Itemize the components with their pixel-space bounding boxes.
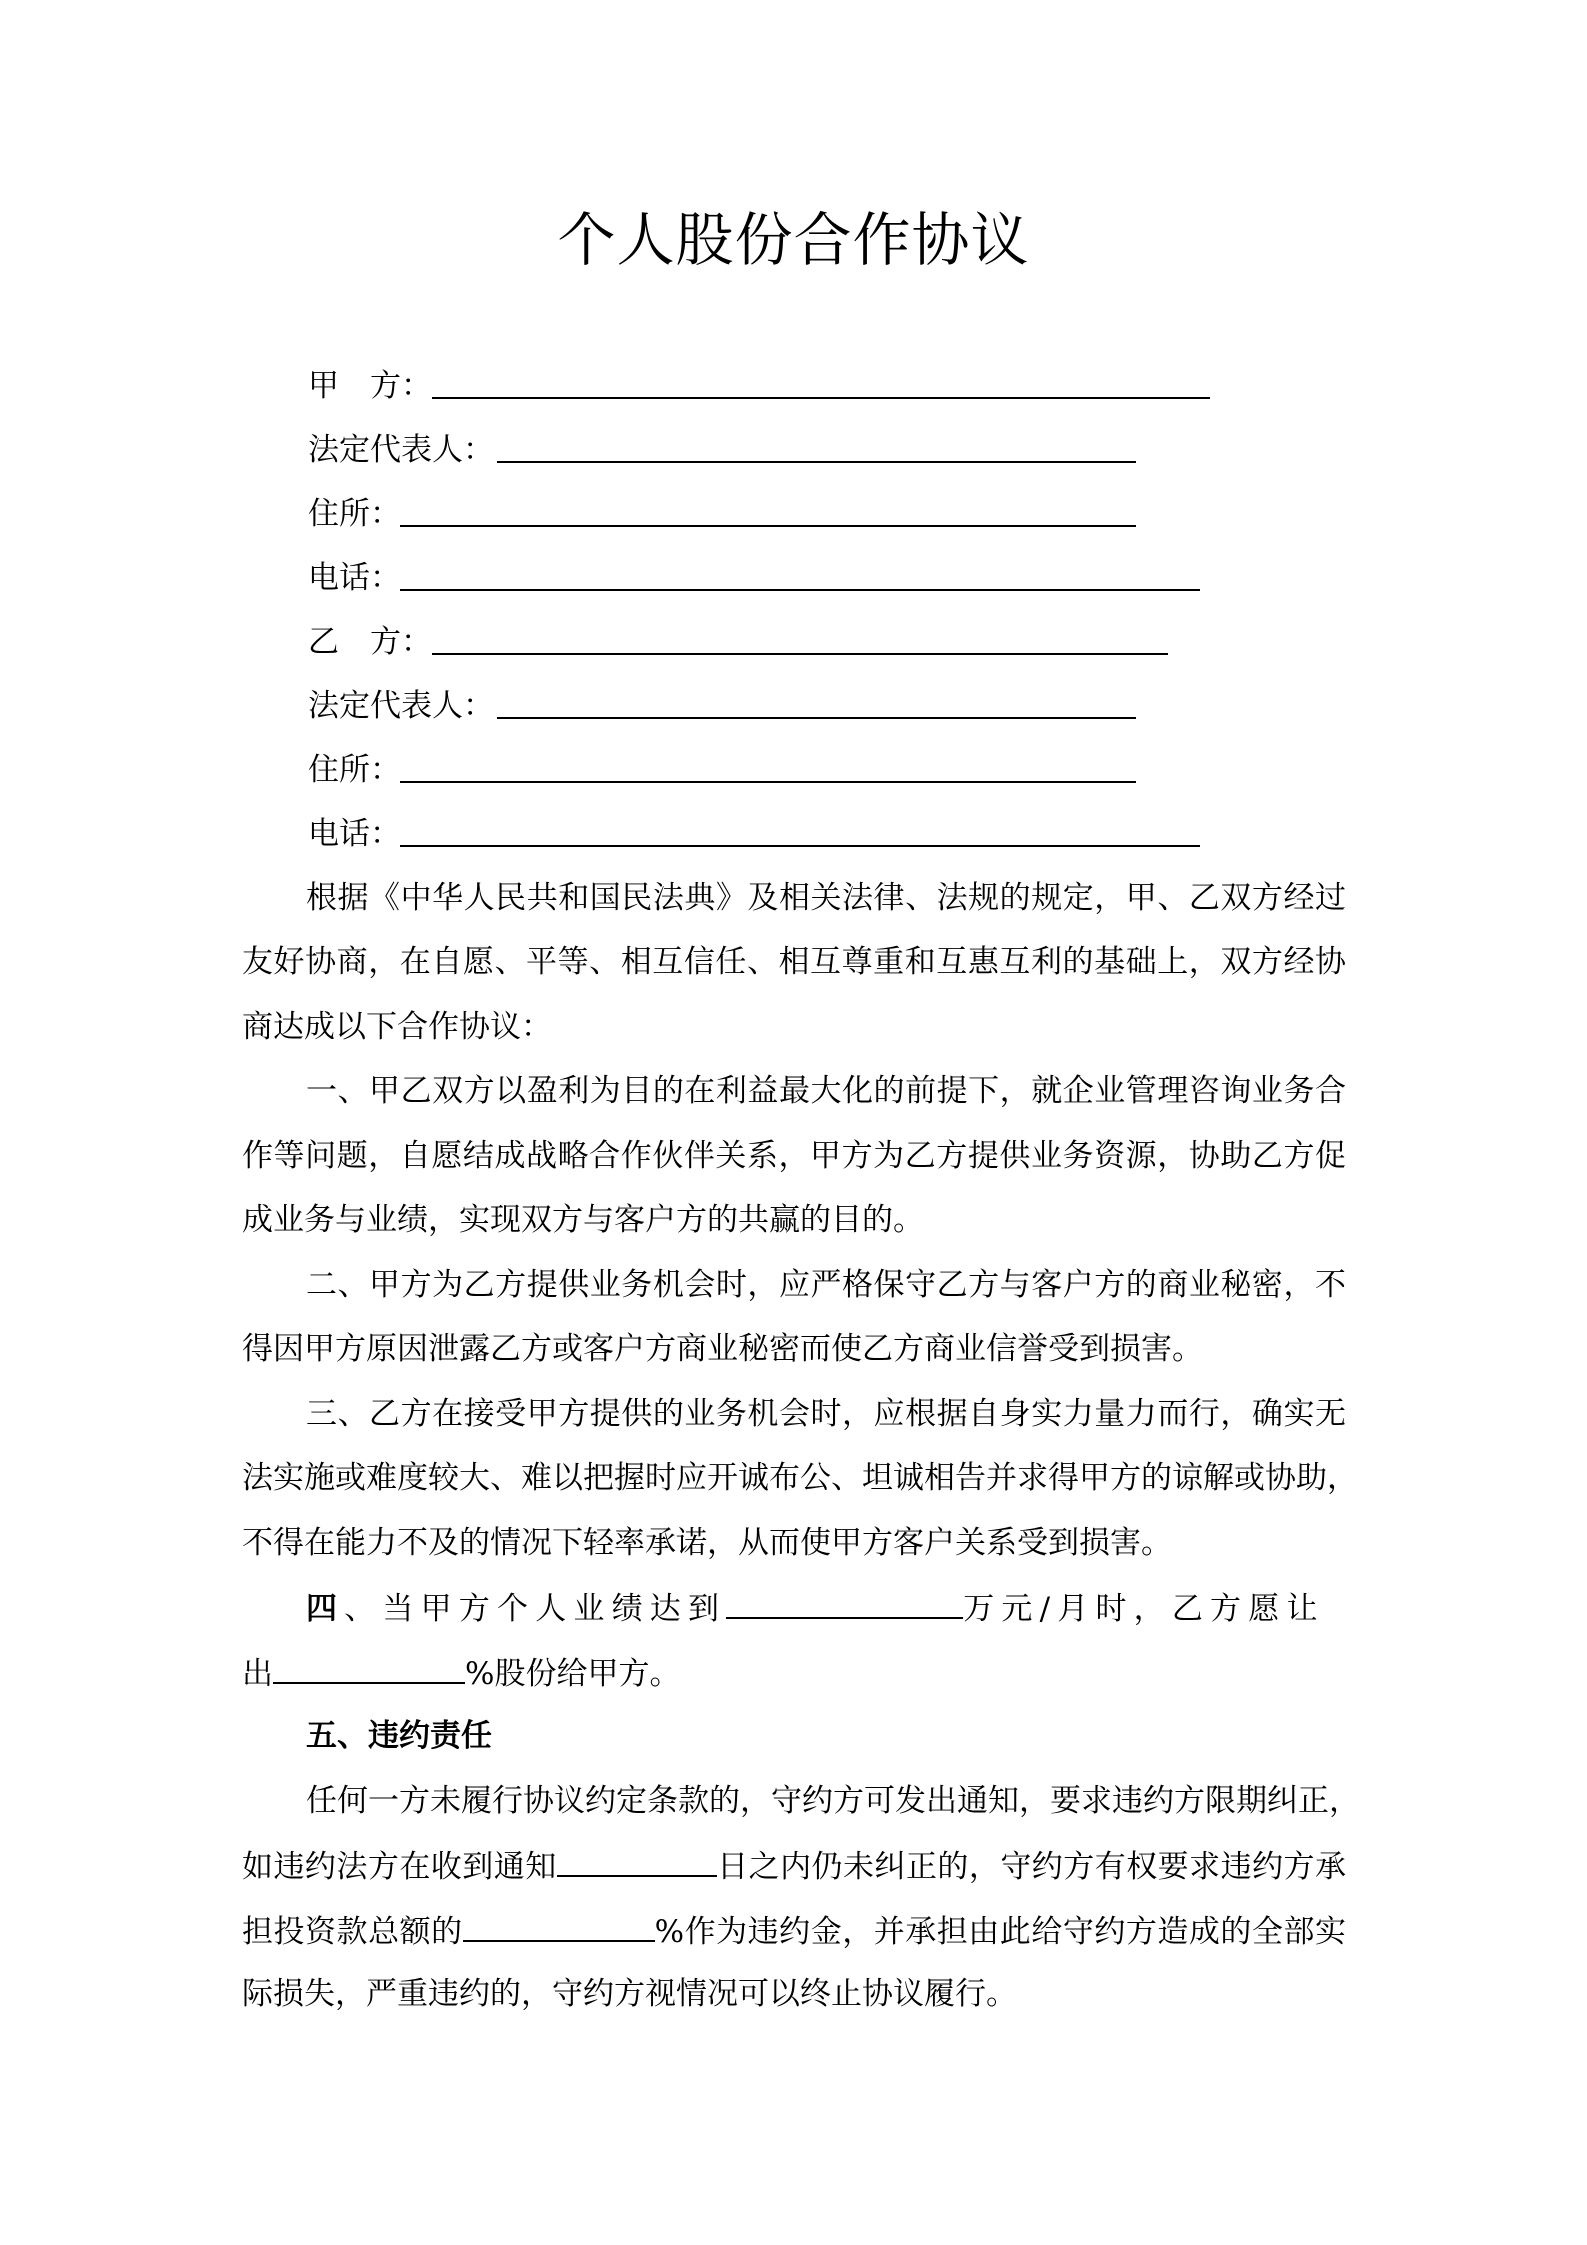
clause5-line-4: 际损失，严重违约的，守约方视情况可以终止协议履行。 xyxy=(242,1976,1017,2012)
party-b-rep-field[interactable] xyxy=(497,717,1136,719)
clause5-line-3 xyxy=(242,1910,1346,1952)
clause1-line-2: 作等问题，自愿结成战略合作伙伴关系，甲方为乙方提供业务资源，协助乙方促 xyxy=(242,1138,1346,1174)
party-a-name-field[interactable] xyxy=(432,397,1210,399)
clause4-separator: 、 xyxy=(344,1591,383,1627)
party-a-label: 甲 方： xyxy=(308,368,432,404)
party-b-phone-field[interactable] xyxy=(400,845,1200,847)
clause5-line-1: 任何一方未履行协议约定条款的，守约方可发出通知，要求违约方限期纠正， xyxy=(306,1783,1360,1819)
document-title: 个人股份合作协议 xyxy=(557,206,1030,274)
clause2-line-2: 得因甲方原因泄露乙方或客户方商业秘密而使乙方商业信誉受到损害。 xyxy=(242,1331,1203,1367)
party-a-rep-field[interactable] xyxy=(497,461,1136,463)
clause5-line3-suffix: %作为违约金，并承担由此给守约方造成的全部实 xyxy=(654,1914,1346,1950)
clause4-line-2 xyxy=(242,1652,1346,1694)
party-a-rep-label: 法定代表人： xyxy=(308,432,494,468)
cure-days-field[interactable] xyxy=(557,1845,717,1877)
clause4-number: 四 xyxy=(306,1591,345,1627)
share-percentage-field[interactable] xyxy=(273,1652,465,1684)
party-b-address-label: 住所： xyxy=(308,752,401,788)
clause5-line3-prefix: 担投资款总额的 xyxy=(242,1914,463,1950)
clause3-line-3: 不得在能力不及的情况下轻率承诺，从而使甲方客户关系受到损害。 xyxy=(242,1525,1172,1561)
party-a-address-field[interactable] xyxy=(400,525,1136,527)
clause4-line2-suffix: %股份给甲方。 xyxy=(465,1656,681,1692)
clause2-line-1: 二、甲方为乙方提供业务机会时，应严格保守乙方与客户方的商业秘密，不 xyxy=(306,1267,1346,1303)
party-a-phone-field[interactable] xyxy=(400,589,1200,591)
party-b-rep-label: 法定代表人： xyxy=(308,688,494,724)
party-b-name-field[interactable] xyxy=(432,653,1168,655)
clause4-line2-prefix: 出 xyxy=(242,1656,273,1692)
clause5-line2-prefix: 如违约法方在收到通知 xyxy=(242,1849,557,1885)
party-b-address-field[interactable] xyxy=(400,781,1136,783)
preamble-line-1: 根据《中华人民共和国民法典》及相关法律、法规的规定，甲、乙双方经过 xyxy=(306,880,1346,916)
clause5-line2-suffix: 日之内仍未纠正的，守约方有权要求违约方承 xyxy=(716,1849,1347,1885)
preamble-line-3: 商达成以下合作协议： xyxy=(242,1009,552,1045)
party-b-label: 乙 方： xyxy=(308,624,432,660)
clause5-line-2 xyxy=(242,1845,1346,1887)
clause1-line-1: 一、甲乙双方以盈利为目的在利益最大化的前提下，就企业管理咨询业务合 xyxy=(306,1073,1346,1109)
party-b-phone-label: 电话： xyxy=(308,816,401,852)
clause4-text-before: 当甲方个人业绩达到 xyxy=(382,1591,727,1627)
clause1-line-3: 成业务与业绩，实现双方与客户方的共赢的目的。 xyxy=(242,1202,924,1238)
preamble-line-2: 友好协商，在自愿、平等、相互信任、相互尊重和互惠互利的基础上，双方经协 xyxy=(242,944,1346,980)
penalty-percentage-field[interactable] xyxy=(463,1910,655,1942)
clause4-text-after: 万元/月时，乙方愿让 xyxy=(963,1591,1325,1627)
party-a-address-label: 住所： xyxy=(308,496,401,532)
performance-amount-field[interactable] xyxy=(726,1587,963,1619)
clause4-line-1 xyxy=(306,1587,1346,1629)
clause3-line-2: 法实施或难度较大、难以把握时应开诚布公、坦诚相告并求得甲方的谅解或协助， xyxy=(242,1460,1358,1496)
clause3-line-1: 三、乙方在接受甲方提供的业务机会时，应根据自身实力量力而行，确实无 xyxy=(306,1396,1346,1432)
party-a-phone-label: 电话： xyxy=(308,560,401,596)
clause5-heading: 五、违约责任 xyxy=(306,1718,492,1754)
